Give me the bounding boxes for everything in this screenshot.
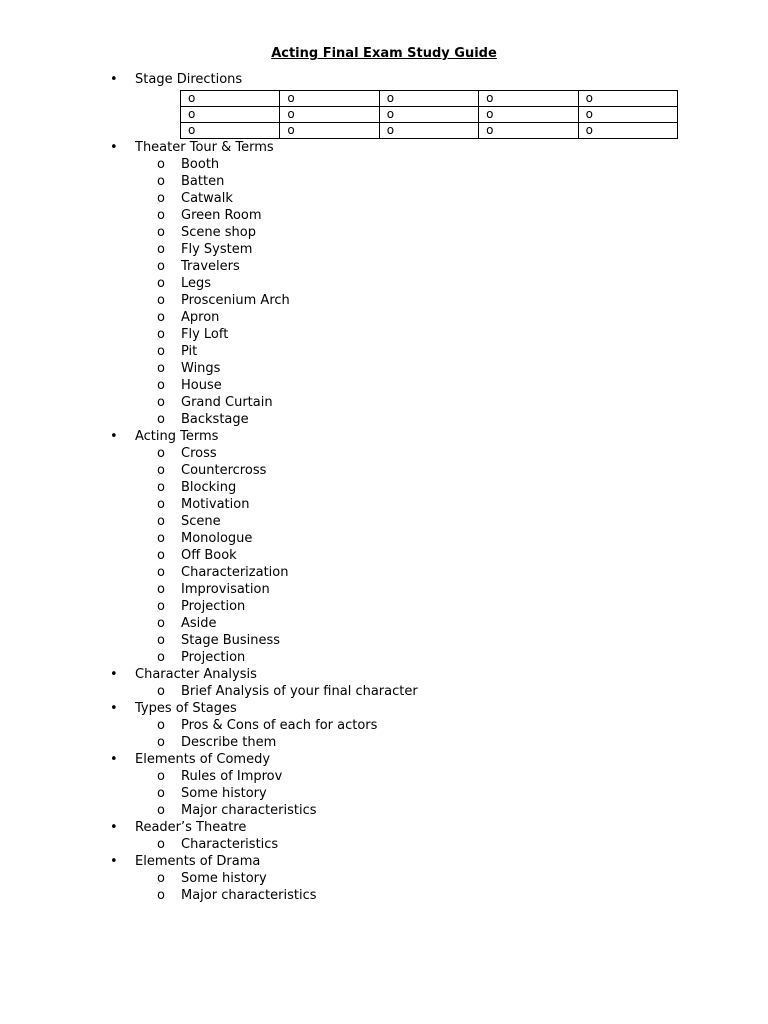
sub-item xyxy=(0,513,768,530)
sub-bullet: o xyxy=(157,871,165,886)
sub-bullet: o xyxy=(157,769,165,784)
sub-bullet: o xyxy=(157,582,165,597)
sub-bullet: o xyxy=(157,310,165,325)
study-guide-outline xyxy=(0,71,768,904)
sub-item xyxy=(0,360,768,377)
sub-bullet: o xyxy=(157,616,165,631)
page-title: Acting Final Exam Study Guide xyxy=(271,46,497,61)
sub-item-label: Aside xyxy=(181,616,217,631)
section-label: Types of Stages xyxy=(135,701,237,716)
table-cell: o xyxy=(578,91,677,107)
table-cell: o xyxy=(280,123,379,139)
sub-bullet: o xyxy=(157,480,165,495)
sub-item-label: Travelers xyxy=(181,259,240,274)
sub-bullet: o xyxy=(157,497,165,512)
sub-bullet: o xyxy=(157,803,165,818)
sub-bullet: o xyxy=(157,208,165,223)
sub-item-label: Grand Curtain xyxy=(181,395,273,410)
bullet: • xyxy=(110,72,118,87)
sub-item-label: Countercross xyxy=(181,463,267,478)
sub-item-label: Pros & Cons of each for actors xyxy=(181,718,378,733)
sub-item xyxy=(0,326,768,343)
sub-item xyxy=(0,309,768,326)
bullet: • xyxy=(110,752,118,767)
sub-item xyxy=(0,445,768,462)
sub-item xyxy=(0,734,768,751)
sub-item-label: Scene xyxy=(181,514,221,529)
sub-item-label: Improvisation xyxy=(181,582,270,597)
sub-item xyxy=(0,156,768,173)
list-item-reader-s-theatre xyxy=(0,819,768,836)
sub-item-label: Brief Analysis of your final character xyxy=(181,684,418,699)
bullet: • xyxy=(110,667,118,682)
sub-bullet: o xyxy=(157,327,165,342)
sub-item-label: Green Room xyxy=(181,208,262,223)
table-cell: o xyxy=(280,107,379,123)
sub-item xyxy=(0,224,768,241)
bullet: • xyxy=(110,820,118,835)
table-cell: o xyxy=(479,107,578,123)
list-item-types-of-stages xyxy=(0,700,768,717)
sub-bullet: o xyxy=(157,650,165,665)
sub-item xyxy=(0,870,768,887)
sub-item-label: Describe them xyxy=(181,735,277,750)
sub-item-label: Motivation xyxy=(181,497,250,512)
table-cell: o xyxy=(181,107,280,123)
sub-item-label: Major characteristics xyxy=(181,803,317,818)
sub-item-label: House xyxy=(181,378,222,393)
sub-item xyxy=(0,802,768,819)
sub-item-label: Apron xyxy=(181,310,220,325)
list-item-elements-of-comedy xyxy=(0,751,768,768)
sub-item-label: Projection xyxy=(181,650,246,665)
section-label: Elements of Comedy xyxy=(135,752,271,767)
sub-item xyxy=(0,887,768,904)
sub-item xyxy=(0,683,768,700)
sub-item xyxy=(0,343,768,360)
sub-bullet: o xyxy=(157,735,165,750)
sub-item-label: Scene shop xyxy=(181,225,256,240)
sub-bullet: o xyxy=(157,174,165,189)
section-label: Acting Terms xyxy=(135,429,219,444)
sub-bullet: o xyxy=(157,548,165,563)
sub-bullet: o xyxy=(157,684,165,699)
section-label: Reader’s Theatre xyxy=(135,820,247,835)
sub-item xyxy=(0,462,768,479)
sub-item xyxy=(0,530,768,547)
sub-item-label: Major characteristics xyxy=(181,888,317,903)
bullet: • xyxy=(110,701,118,716)
bullet: • xyxy=(110,140,118,155)
table-cell: o xyxy=(479,123,578,139)
sub-item-label: Stage Business xyxy=(181,633,281,648)
sub-bullet: o xyxy=(157,242,165,257)
sub-item-label: Backstage xyxy=(181,412,249,427)
sub-bullet: o xyxy=(157,888,165,903)
sub-bullet: o xyxy=(157,361,165,376)
sub-item-label: Off Book xyxy=(181,548,237,563)
table-row xyxy=(181,107,678,123)
sub-item xyxy=(0,496,768,513)
bullet: • xyxy=(110,854,118,869)
sub-bullet: o xyxy=(157,565,165,580)
sub-item xyxy=(0,190,768,207)
sub-item-label: Booth xyxy=(181,157,220,172)
sub-bullet: o xyxy=(157,446,165,461)
sub-item-label: Some history xyxy=(181,786,267,801)
table-cell: o xyxy=(578,123,677,139)
sub-item xyxy=(0,258,768,275)
sub-item-label: Projection xyxy=(181,599,246,614)
sub-bullet: o xyxy=(157,378,165,393)
list-item-character-analysis xyxy=(0,666,768,683)
sub-item xyxy=(0,292,768,309)
sub-item-label: Batten xyxy=(181,174,225,189)
sub-item xyxy=(0,632,768,649)
sub-bullet: o xyxy=(157,531,165,546)
bullet: • xyxy=(110,429,118,444)
table-cell: o xyxy=(379,107,478,123)
sub-item xyxy=(0,241,768,258)
table-cell: o xyxy=(379,123,478,139)
section-label: Stage Directions xyxy=(135,72,243,87)
sub-bullet: o xyxy=(157,514,165,529)
section-label: Theater Tour & Terms xyxy=(135,140,274,155)
stage-directions-table xyxy=(180,90,678,139)
sub-item xyxy=(0,836,768,853)
sub-item-label: Fly Loft xyxy=(181,327,229,342)
sub-item-label: Characterization xyxy=(181,565,289,580)
table-cell: o xyxy=(479,91,578,107)
sub-item xyxy=(0,768,768,785)
sub-item-label: Some history xyxy=(181,871,267,886)
sub-item-label: Cross xyxy=(181,446,217,461)
section-label: Elements of Drama xyxy=(135,854,261,869)
sub-item-label: Proscenium Arch xyxy=(181,293,290,308)
sub-item xyxy=(0,717,768,734)
sub-item xyxy=(0,581,768,598)
sub-bullet: o xyxy=(157,259,165,274)
table-cell: o xyxy=(181,91,280,107)
sub-item xyxy=(0,615,768,632)
section-label: Character Analysis xyxy=(135,667,257,682)
sub-item-label: Wings xyxy=(181,361,221,376)
sub-bullet: o xyxy=(157,718,165,733)
list-item-acting-terms xyxy=(0,428,768,445)
sub-item xyxy=(0,649,768,666)
sections-container xyxy=(0,139,768,904)
sub-item-label: Rules of Improv xyxy=(181,769,283,784)
table-cell: o xyxy=(379,91,478,107)
sub-bullet: o xyxy=(157,157,165,172)
table-cell: o xyxy=(181,123,280,139)
sub-item xyxy=(0,377,768,394)
table-row xyxy=(181,123,678,139)
sub-item xyxy=(0,275,768,292)
sub-item xyxy=(0,394,768,411)
sub-bullet: o xyxy=(157,599,165,614)
sub-item-label: Characteristics xyxy=(181,837,279,852)
sub-bullet: o xyxy=(157,412,165,427)
sub-bullet: o xyxy=(157,786,165,801)
sub-item xyxy=(0,207,768,224)
sub-item-label: Fly System xyxy=(181,242,253,257)
sub-item xyxy=(0,785,768,802)
list-item-theater-tour-terms xyxy=(0,139,768,156)
table-cell: o xyxy=(578,107,677,123)
list-item-stage-directions xyxy=(0,71,768,88)
list-item-elements-of-drama xyxy=(0,853,768,870)
sub-bullet: o xyxy=(157,837,165,852)
sub-item-label: Catwalk xyxy=(181,191,233,206)
sub-bullet: o xyxy=(157,293,165,308)
sub-item-label: Legs xyxy=(181,276,212,291)
sub-bullet: o xyxy=(157,225,165,240)
sub-bullet: o xyxy=(157,463,165,478)
sub-bullet: o xyxy=(157,191,165,206)
table-row xyxy=(181,91,678,107)
sub-item xyxy=(0,173,768,190)
sub-item xyxy=(0,564,768,581)
sub-item xyxy=(0,547,768,564)
sub-bullet: o xyxy=(157,633,165,648)
sub-bullet: o xyxy=(157,344,165,359)
sub-item-label: Pit xyxy=(181,344,198,359)
sub-bullet: o xyxy=(157,276,165,291)
sub-item xyxy=(0,411,768,428)
sub-item xyxy=(0,479,768,496)
sub-item-label: Monologue xyxy=(181,531,253,546)
table-cell: o xyxy=(280,91,379,107)
sub-item-label: Blocking xyxy=(181,480,237,495)
sub-bullet: o xyxy=(157,395,165,410)
sub-item xyxy=(0,598,768,615)
